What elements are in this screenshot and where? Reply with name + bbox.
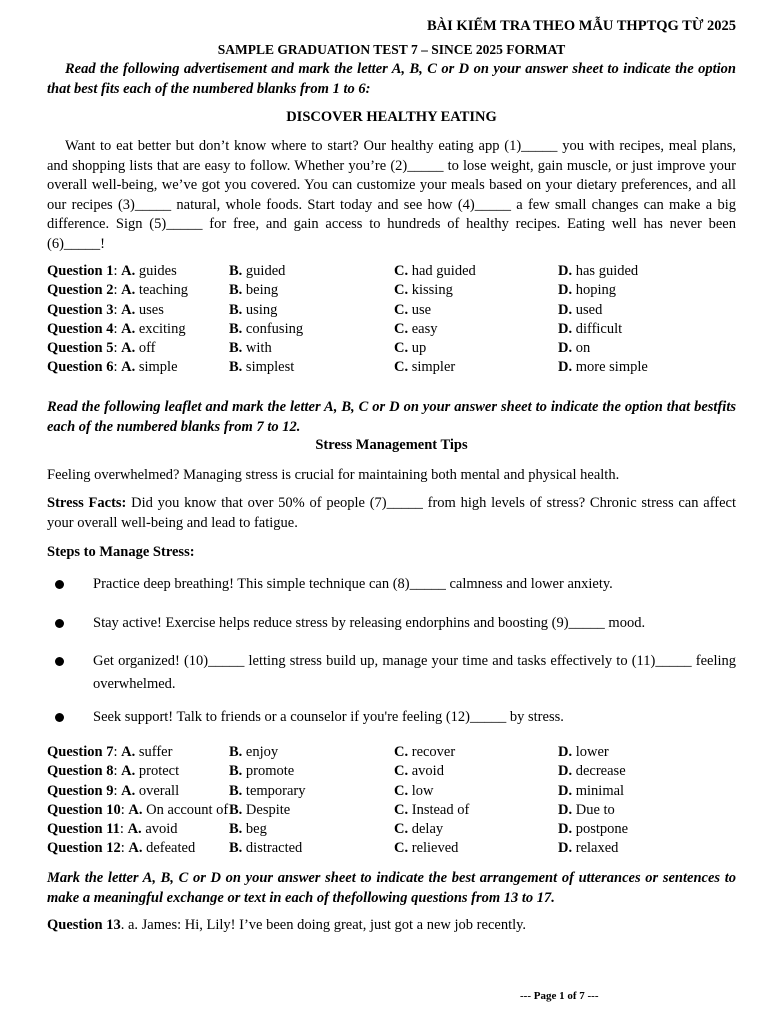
bullet-dot-icon [55, 580, 64, 589]
option-letter: A. [121, 340, 136, 357]
option-letter: A. [121, 744, 136, 760]
option-letter: D. [558, 340, 573, 357]
option-text: temporary [245, 782, 306, 799]
option-text: kissing [411, 282, 453, 299]
question-row [47, 839, 736, 858]
option-text: enjoy [245, 744, 279, 760]
question-label: Question 4 [47, 320, 114, 337]
option-letter: A. [121, 782, 136, 799]
question-label: Question 10 [47, 801, 121, 818]
option-c [394, 820, 443, 839]
option-letter: C. [394, 782, 409, 799]
option-b [229, 839, 302, 858]
option-text: On account of [146, 801, 229, 818]
bullet-text: Practice deep breathing! This simple technique can (8)_____ calmness and lower anxiety. [93, 576, 613, 592]
option-d [558, 320, 622, 339]
option-letter: A. [121, 320, 136, 337]
option-text: guides [138, 263, 177, 279]
option-text: low [411, 782, 434, 799]
option-letter: B. [229, 821, 243, 838]
question-label: Question 1 [47, 263, 114, 279]
section1-passage: Want to eat better but don’t know where to start? Our healthy eating app (1)_____ you with recipes, meal plans, and shopping lists that are easy to follow. Whether you’re (2)_____ to lose weight, gain muscle, or just improve your overall well-being, we’ve got you covered. You can customize your meals based on your dietary preferences, and all our recipes (3)_____ natural, whole foods. Start today and see how (4)_____ a few small changes can make a big difference. Sign (5)_____ for free, and gain access to hundreds of healthy recipes. Eating well has never been (6)_____! [47, 138, 736, 252]
option-letter: C. [394, 263, 409, 279]
bullet-dot-icon [55, 713, 64, 722]
option-text: simpler [411, 359, 456, 376]
option-d [558, 801, 615, 820]
question-row [47, 801, 736, 820]
option-text: teaching [138, 282, 188, 299]
section1-title: DISCOVER HEALTHY EATING [286, 109, 497, 125]
stress-facts-paragraph [47, 494, 736, 533]
option-letter: D. [558, 359, 573, 376]
option-text: overall [138, 782, 180, 799]
option-a: Question 9: A. overall [47, 782, 180, 799]
option-text: hoping [575, 282, 617, 299]
section3-instruction: Mark the letter A, B, C or D on your answer sheet to indicate the best arrangement of utterances or sentences to make a meaningful exchange or text in each of thefollowing questions from 13 to 17. [47, 870, 736, 906]
section2-intro: Feeling overwhelmed? Managing stress is crucial for maintaining both mental and physical health. [47, 467, 620, 483]
option-b [229, 301, 277, 320]
option-letter: C. [394, 801, 409, 818]
question-row [47, 762, 736, 781]
option-a: Question 4: A. exciting [47, 320, 186, 337]
question-label: Question 9 [47, 782, 114, 799]
option-c [394, 281, 453, 300]
option-text: minimal [575, 782, 625, 799]
option-d [558, 301, 602, 320]
option-text: Instead of [411, 801, 470, 818]
option-text: relieved [411, 840, 459, 857]
question-row [47, 782, 736, 801]
option-letter: C. [394, 320, 409, 337]
option-a: Question 12: A. defeated [47, 840, 196, 857]
option-letter: A. [121, 301, 136, 318]
option-letter: B. [229, 340, 243, 357]
question-13-line [47, 916, 736, 936]
question-row [47, 301, 736, 320]
section2-instruction: Read the following leaflet and mark the letter A, B, C or D on your answer sheet to indicate the option that bestfits each of the numbered blanks from 7 to 12. [47, 399, 736, 435]
question-row [47, 320, 736, 339]
option-letter: C. [394, 340, 409, 357]
option-letter: A. [121, 359, 136, 376]
section2-title: Stress Management Tips [315, 437, 468, 453]
option-letter: C. [394, 821, 409, 838]
option-letter: C. [394, 763, 409, 780]
option-letter: A. [121, 282, 136, 299]
option-text: easy [411, 320, 438, 337]
question-13-text: . a. James: Hi, Lily! I’ve been doing great, just got a new job recently. [120, 917, 527, 933]
option-letter: B. [229, 320, 243, 337]
option-c [394, 801, 469, 820]
option-text: defeated [146, 840, 196, 857]
option-b [229, 782, 306, 801]
option-text: promote [245, 763, 295, 780]
question-row [47, 281, 736, 300]
option-text: up [411, 340, 427, 357]
option-b [229, 262, 285, 281]
question-row [47, 820, 736, 839]
option-text: more simple [575, 359, 648, 376]
question-label: Question 6 [47, 359, 114, 376]
question-row [47, 358, 736, 377]
question-row [47, 262, 736, 281]
question-row [47, 339, 736, 358]
option-c [394, 339, 426, 358]
option-c [394, 320, 438, 339]
option-text: being [245, 282, 279, 299]
section1-questions [47, 262, 736, 378]
option-a: Question 1: A. guides [47, 263, 177, 279]
option-c [394, 358, 455, 377]
question-row [47, 743, 736, 762]
bullet-text: Seek support! Talk to friends or a counselor if you're feeling (12)_____ by stress. [93, 709, 564, 725]
option-text: on [575, 340, 591, 357]
option-letter: C. [394, 840, 409, 857]
bullet-dot-icon [55, 657, 64, 666]
option-text: avoid [411, 763, 444, 780]
option-letter: B. [229, 744, 243, 760]
question-label: Question 8 [47, 763, 114, 780]
option-letter: A. [128, 840, 143, 857]
option-text: Due to [575, 801, 615, 818]
option-b [229, 820, 267, 839]
option-letter: D. [558, 763, 573, 780]
option-text: use [411, 301, 432, 318]
option-d [558, 262, 638, 281]
option-c [394, 301, 431, 320]
option-d [558, 743, 609, 762]
exam-subtitle: SAMPLE GRADUATION TEST 7 – SINCE 2025 FORMAT [217, 42, 566, 57]
option-text: uses [138, 301, 164, 318]
option-text: delay [411, 821, 444, 838]
option-letter: B. [229, 359, 243, 376]
bullet-text: Get organized! (10)_____ letting stress build up, manage your time and tasks effectively to (11)_____ feeling overwhelmed. [93, 653, 736, 692]
bullet-dot-icon [55, 619, 64, 628]
section1-instruction: Read the following advertisement and mark the letter A, B, C or D on your answer sheet to indicate the option that best fits each of the numbered blanks from 1 to 6: [47, 61, 736, 97]
option-text: difficult [575, 320, 623, 337]
option-a: Question 7: A. suffer [47, 744, 173, 760]
option-letter: D. [558, 301, 573, 318]
option-b [229, 320, 303, 339]
question-label: Question 7 [47, 744, 114, 760]
option-c [394, 839, 458, 858]
option-b [229, 762, 294, 781]
option-d [558, 281, 616, 300]
option-a: Question 8: A. protect [47, 763, 180, 780]
option-letter: B. [229, 282, 243, 299]
option-letter: D. [558, 801, 573, 818]
option-d [558, 839, 618, 858]
option-a: Question 2: A. teaching [47, 282, 188, 299]
option-a: Question 5: A. off [47, 340, 156, 357]
option-text: distracted [245, 840, 303, 857]
option-text: used [575, 301, 603, 318]
option-letter: A. [121, 763, 136, 780]
option-a: Question 3: A. uses [47, 301, 164, 318]
option-letter: B. [229, 763, 243, 780]
question-label: Question 3 [47, 301, 114, 318]
option-c [394, 762, 444, 781]
section2-questions [47, 743, 736, 859]
option-b [229, 281, 278, 300]
option-letter: D. [558, 840, 573, 857]
option-text: suffer [138, 744, 173, 760]
option-letter: B. [229, 840, 243, 857]
option-letter: A. [127, 821, 142, 838]
option-text: has guided [575, 263, 639, 279]
question-13-label: Question 13 [47, 917, 121, 933]
option-text: exciting [138, 320, 186, 337]
option-d [558, 762, 626, 781]
option-c [394, 743, 455, 762]
option-text: simple [138, 359, 178, 376]
option-letter: A. [121, 263, 136, 279]
option-letter: D. [558, 821, 573, 838]
option-letter: C. [394, 301, 409, 318]
question-label: Question 12 [47, 840, 121, 857]
option-text: recover [411, 744, 456, 760]
option-letter: B. [229, 301, 243, 318]
option-text: beg [245, 821, 267, 838]
question-label: Question 2 [47, 282, 114, 299]
option-b [229, 743, 278, 762]
option-b [229, 339, 272, 358]
option-letter: C. [394, 359, 409, 376]
option-letter: A. [128, 801, 143, 818]
option-a: Question 11: A. avoid [47, 821, 178, 838]
option-a: Question 6: A. simple [47, 359, 178, 376]
option-text: had guided [411, 263, 476, 279]
option-c [394, 262, 476, 281]
question-label: Question 5 [47, 340, 114, 357]
option-letter: D. [558, 782, 573, 799]
option-text: avoid [145, 821, 178, 838]
option-text: protect [138, 763, 180, 780]
option-text: decrease [575, 763, 626, 780]
option-d [558, 782, 624, 801]
option-c [394, 782, 433, 801]
option-letter: C. [394, 282, 409, 299]
option-letter: D. [558, 320, 573, 337]
steps-label: Steps to Manage Stress: [47, 544, 195, 560]
option-d [558, 358, 648, 377]
option-b [229, 801, 290, 820]
option-a: Question 10: A. On account of [47, 801, 229, 818]
option-letter: D. [558, 744, 573, 760]
option-text: using [245, 301, 278, 318]
exam-header-title: BÀI KIỂM TRA THEO MẪU THPTQG TỪ 2025 [427, 18, 736, 34]
option-text: relaxed [575, 840, 619, 857]
option-text: off [138, 340, 156, 357]
option-letter: D. [558, 282, 573, 299]
option-letter: B. [229, 801, 243, 818]
option-d [558, 820, 628, 839]
option-text: postpone [575, 821, 629, 838]
option-text: confusing [245, 320, 304, 337]
option-letter: B. [229, 263, 243, 279]
option-b [229, 358, 294, 377]
option-text: with [245, 340, 272, 357]
option-letter: B. [229, 782, 243, 799]
option-letter: C. [394, 744, 409, 760]
stress-facts-text: Did you know that over 50% of people (7)_____ from high levels of stress? Chronic stress can affect your overall well-being and lead to fatigue. [47, 495, 736, 531]
option-text: lower [575, 744, 609, 760]
bullet-text: Stay active! Exercise helps reduce stress by releasing endorphins and boosting (9)_____ mood. [93, 615, 646, 631]
option-d [558, 339, 590, 358]
question-label: Question 11 [47, 821, 120, 838]
option-text: simplest [245, 359, 295, 376]
page-footer: --- Page 1 of 7 --- [520, 990, 599, 1002]
option-letter: D. [558, 263, 573, 279]
stress-facts-label: Stress Facts: [47, 495, 127, 511]
option-text: Despite [245, 801, 291, 818]
option-text: guided [245, 263, 286, 279]
